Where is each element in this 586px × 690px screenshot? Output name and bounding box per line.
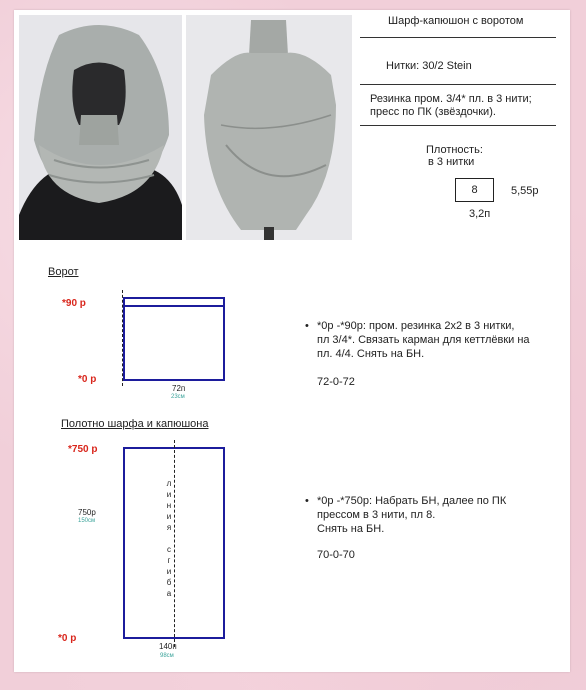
collar-title: Ворот	[48, 266, 79, 278]
gauge-subtitle: в 3 нитки	[428, 156, 475, 168]
technique-line-2: пресс по ПК (звёздочки).	[370, 106, 496, 118]
collar-bottom-row-label: *0 р	[78, 374, 97, 385]
collar-instruction-line-3: пл. 4/4. Снять на БН.	[317, 348, 425, 360]
collar-width-stitches: 72п	[172, 384, 186, 393]
collar-instruction-line-2: пл 3/4*. Связать карман для кеттлёвки на	[317, 334, 530, 346]
scarf-title: Полотно шарфа и капюшона	[61, 418, 209, 430]
scarf-code: 70-0-70	[317, 549, 355, 561]
photo-cowl-hood	[19, 15, 182, 240]
scarf-width-stitches: 140п	[159, 642, 177, 651]
scarf-instruction-line-3: Снять на БН.	[317, 523, 385, 535]
gauge-rows: 5,55р	[511, 185, 539, 197]
scarf-instructions	[305, 494, 507, 536]
collar-width-cm: 23см	[171, 394, 185, 400]
yarn-info: Нитки: 30/2 Stein	[386, 60, 472, 72]
bullet-icon: •	[305, 495, 309, 507]
gauge-title: Плотность:	[426, 144, 483, 156]
technique-line-1: Резинка пром. 3/4* пл. в 3 нити;	[370, 93, 532, 105]
collar-center-line	[122, 290, 123, 386]
gauge-stitches: 3,2п	[469, 208, 491, 220]
scarf-height-rows: 750р	[78, 508, 96, 517]
scarf-bottom-row-label: *0 р	[58, 633, 77, 644]
scarf-height-cm: 150см	[78, 518, 96, 524]
pattern-sheet	[14, 10, 570, 672]
divider	[360, 125, 556, 126]
collar-pocket-line	[123, 305, 225, 307]
scarf-instruction-line-2: прессом в 3 нити, пл 8.	[317, 509, 436, 521]
photo-scarf-vest	[186, 15, 352, 240]
scarf-fold-line	[174, 440, 175, 647]
pattern-title: Шарф-капюшон с воротом	[388, 15, 524, 27]
collar-instructions	[305, 319, 530, 361]
collar-top-row-label: *90 р	[62, 298, 86, 309]
scarf-width-cm: 98см	[160, 653, 174, 659]
collar-schematic	[123, 297, 225, 381]
divider	[360, 84, 556, 85]
collar-instruction-line-1: *0р -*90р: пром. резинка 2х2 в 3 нитки,	[317, 320, 515, 332]
bullet-icon: •	[305, 320, 309, 332]
scarf-instruction-line-1: *0р -*750р: Набрать БН, далее по ПК	[317, 495, 507, 507]
divider	[360, 37, 556, 38]
fold-line-label: л и н и я с г и б а	[166, 479, 172, 598]
scarf-top-row-label: *750 р	[68, 444, 98, 455]
collar-code: 72-0-72	[317, 376, 355, 388]
gauge-box: 8	[455, 178, 494, 202]
